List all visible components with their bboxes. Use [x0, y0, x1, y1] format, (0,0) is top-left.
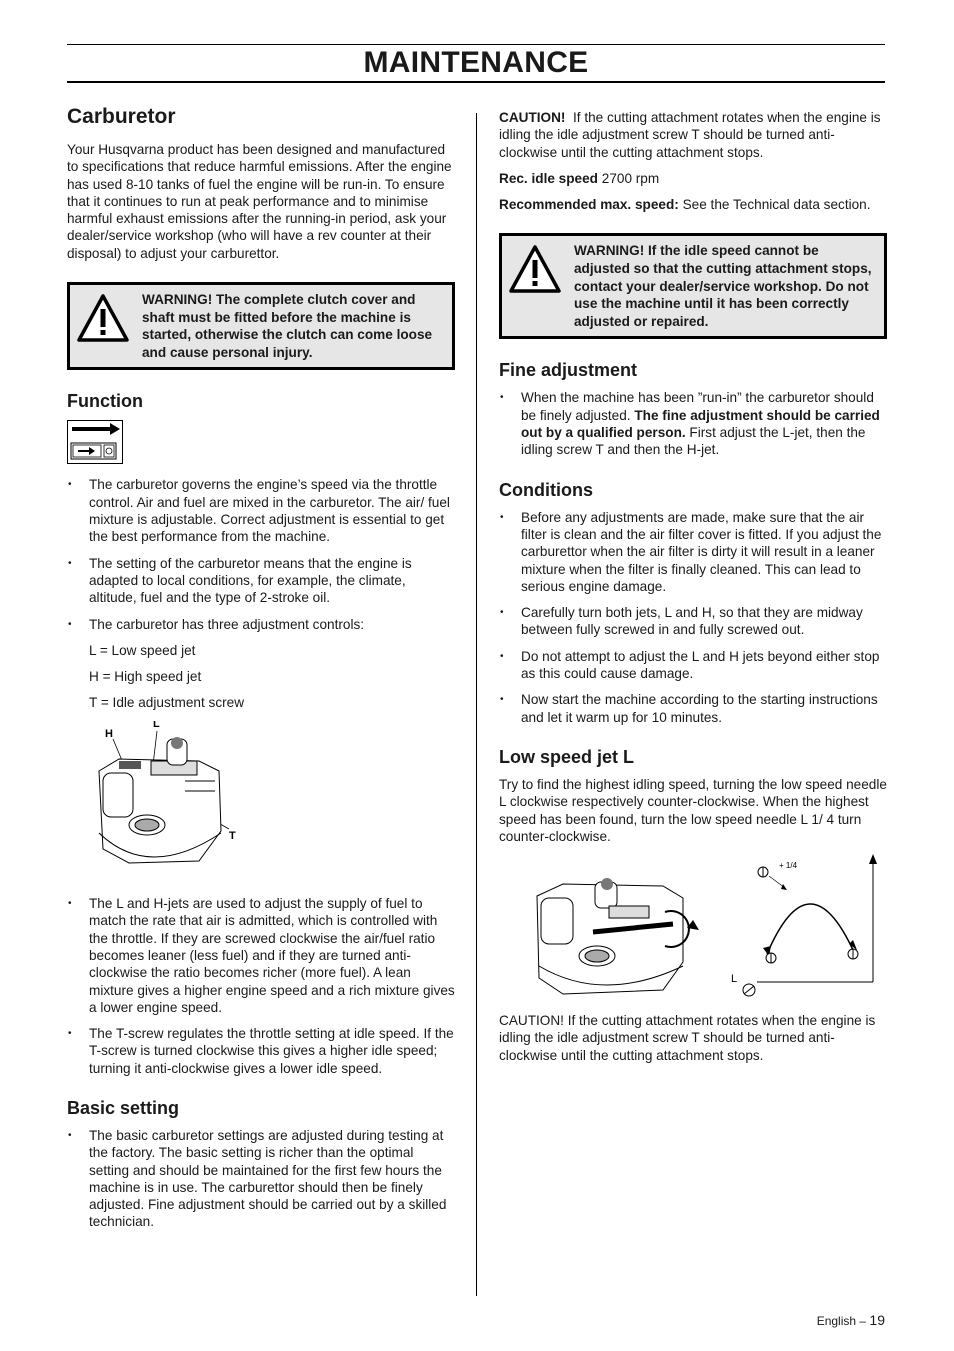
list-item	[499, 389, 887, 458]
idle-warning-box	[499, 233, 887, 339]
control-l: L = Low speed jet	[89, 642, 196, 658]
column-divider	[476, 113, 477, 1296]
idle-warning-text: WARNING! If the idle speed cannot be adjusted so that the cutting attachment stops, contact your dealer/service workshop. Do not use the machine until it has been correctly adjusted or repaired.	[574, 243, 872, 329]
intro-paragraph: Your Husqvarna product has been designed and manufactured to specifications that reduce harmful emissions. After the engine has used 8-10 tanks of fuel the engine will be run-in. To ensure that it continues to run at peak performance and to minimise harmful exhaust emissions after the running-in period, ask your dealer/service workshop (who will have a rev counter at their disposal) to adjust your carburettor.	[67, 142, 452, 261]
warning-triangle-icon	[508, 244, 562, 294]
max-speed-line	[499, 196, 887, 213]
list-item: • The basic carburetor settings are adjusted during testing at the factory. The basic setting is richer than the optimal setting and should be maintained for the first few hours the machine is in use. The carburettor should then be finely adjusted. Fine adjustment should be carried out by a skilled technician.	[67, 1127, 455, 1231]
list-item: • The setting of the carburetor means that the engine is adapted to local conditions, for example, the climate, altitude, fuel and the type of 2-stroke oil.	[67, 555, 455, 607]
basic-setting-heading: Basic setting	[67, 1097, 180, 1118]
idle-speed-value: 2700 rpm	[601, 170, 660, 186]
carburetor-illustration	[67, 721, 455, 885]
conditions-heading: Conditions	[499, 479, 593, 500]
fine-text-a: When the machine has been ”run-in” the carburetor should be finely adjusted.	[521, 390, 874, 423]
low-speed-jet-heading: Low speed jet L	[499, 746, 635, 767]
list-item: • Do not attempt to adjust the L and H jets beyond either stop as this could cause damage.	[499, 648, 887, 683]
quarter-turn-label: + 1/4	[779, 861, 798, 871]
carburetor-heading: Carburetor	[67, 105, 176, 128]
list-item: • The carburetor governs the engine’s speed via the throttle control. Air and fuel are mixed in the carburetor. The air/ fuel mixture is adjustable. Correct adjustment is essential to get the best performance from the machine.	[67, 476, 455, 545]
function-info-icon	[67, 420, 123, 464]
idle-speed-line	[499, 170, 887, 187]
max-speed-value: See the Technical data section.	[682, 197, 871, 213]
conditions-list	[499, 509, 887, 726]
label-h: H	[105, 727, 113, 740]
footer-language: English	[816, 1314, 857, 1328]
jets-list	[67, 895, 455, 1077]
page-title: MAINTENANCE	[363, 46, 589, 79]
page-number: 19	[869, 1312, 885, 1328]
header-bottom-rule	[67, 81, 885, 83]
control-t: T = Idle adjustment screw	[89, 695, 245, 711]
clutch-warning-text: WARNING! The complete clutch cover and shaft must be fitted before the machine is started, otherwise the clutch can come loose and cause personal injury.	[142, 292, 433, 360]
max-speed-label: Recommended max. speed:	[499, 197, 679, 213]
low-speed-paragraph: Try to find the highest idling speed, turning the low speed needle L clockwise respectively counter-clockwise. When the highest speed has been found, turn the low speed needle L 1/ 4 turn counter-clockwise.	[499, 776, 887, 844]
clutch-warning-box	[67, 282, 455, 370]
control-h: H = High speed jet	[89, 669, 202, 685]
label-t: T	[229, 829, 236, 842]
caution-end-paragraph: CAUTION! If the cutting attachment rotates when the engine is idling the idle adjustment screw T should be turned anti-clockwise until the cutting attachment stops.	[499, 1013, 876, 1063]
page-footer	[817, 1312, 885, 1328]
list-item: • The carburetor has three adjustment controls:	[67, 616, 455, 633]
fine-adjustment-list	[499, 389, 887, 458]
fine-adjustment-heading: Fine adjustment	[499, 360, 638, 381]
list-item: • The T-screw regulates the throttle setting at idle speed. If the T-screw is turned clockwise this gives a higher idle speed; turning it anti-clockwise gives a lower idle speed.	[67, 1025, 455, 1077]
caution-label: CAUTION!	[499, 110, 566, 125]
warning-triangle-icon	[76, 293, 130, 343]
list-item: • Carefully turn both jets, L and H, so that they are midway between fully screwed in and fully screwed out.	[499, 604, 887, 639]
basic-setting-list	[67, 1127, 455, 1231]
function-list	[67, 476, 455, 632]
quarter-turn-diagram	[727, 854, 887, 1002]
left-column	[67, 103, 455, 1240]
idle-speed-label: Rec. idle speed	[499, 170, 598, 186]
fine-text-c: First adjust the L-jet, then the idling screw T and then the H-jet.	[521, 425, 866, 458]
engine-adjustment-illustration	[523, 854, 713, 1002]
right-column	[499, 109, 887, 1073]
label-l: L	[153, 720, 160, 730]
fine-text-bold: The fine adjustment should be carried out by a qualified person.	[521, 407, 880, 441]
list-item: • Before any adjustments are made, make sure that the air filter is clean and the air filter cover is fitted. If you adjust the carburettor when the air filter is dirty it will result in a leaner mixture when the filter is finally cleaned. This can lead to serious engine damage.	[499, 509, 887, 595]
caution-text: If the cutting attachment rotates when the engine is idling the idle adjustment screw T should be turned anti-clockwise until the cutting attachment stops.	[499, 110, 881, 160]
low-speed-figures	[499, 854, 887, 1004]
list-item: • Now start the machine according to the starting instructions and let it warm up for 10 minutes.	[499, 691, 887, 726]
caution-paragraph	[499, 109, 887, 161]
footer-dash: –	[859, 1314, 867, 1328]
needle-l-label: L	[731, 973, 738, 986]
list-item: • The L and H-jets are used to adjust the supply of fuel to match the rate that air is admitted, which is controlled with the throttle. If they are screwed clockwise the air/fuel ratio becomes leaner (less fuel) and if they are turned anti-clockwise the ratio becomes richer (more fuel). A lean mixture gives a higher engine speed and a rich mixture gives a lower engine speed.	[67, 895, 455, 1016]
function-heading: Function	[67, 391, 143, 412]
